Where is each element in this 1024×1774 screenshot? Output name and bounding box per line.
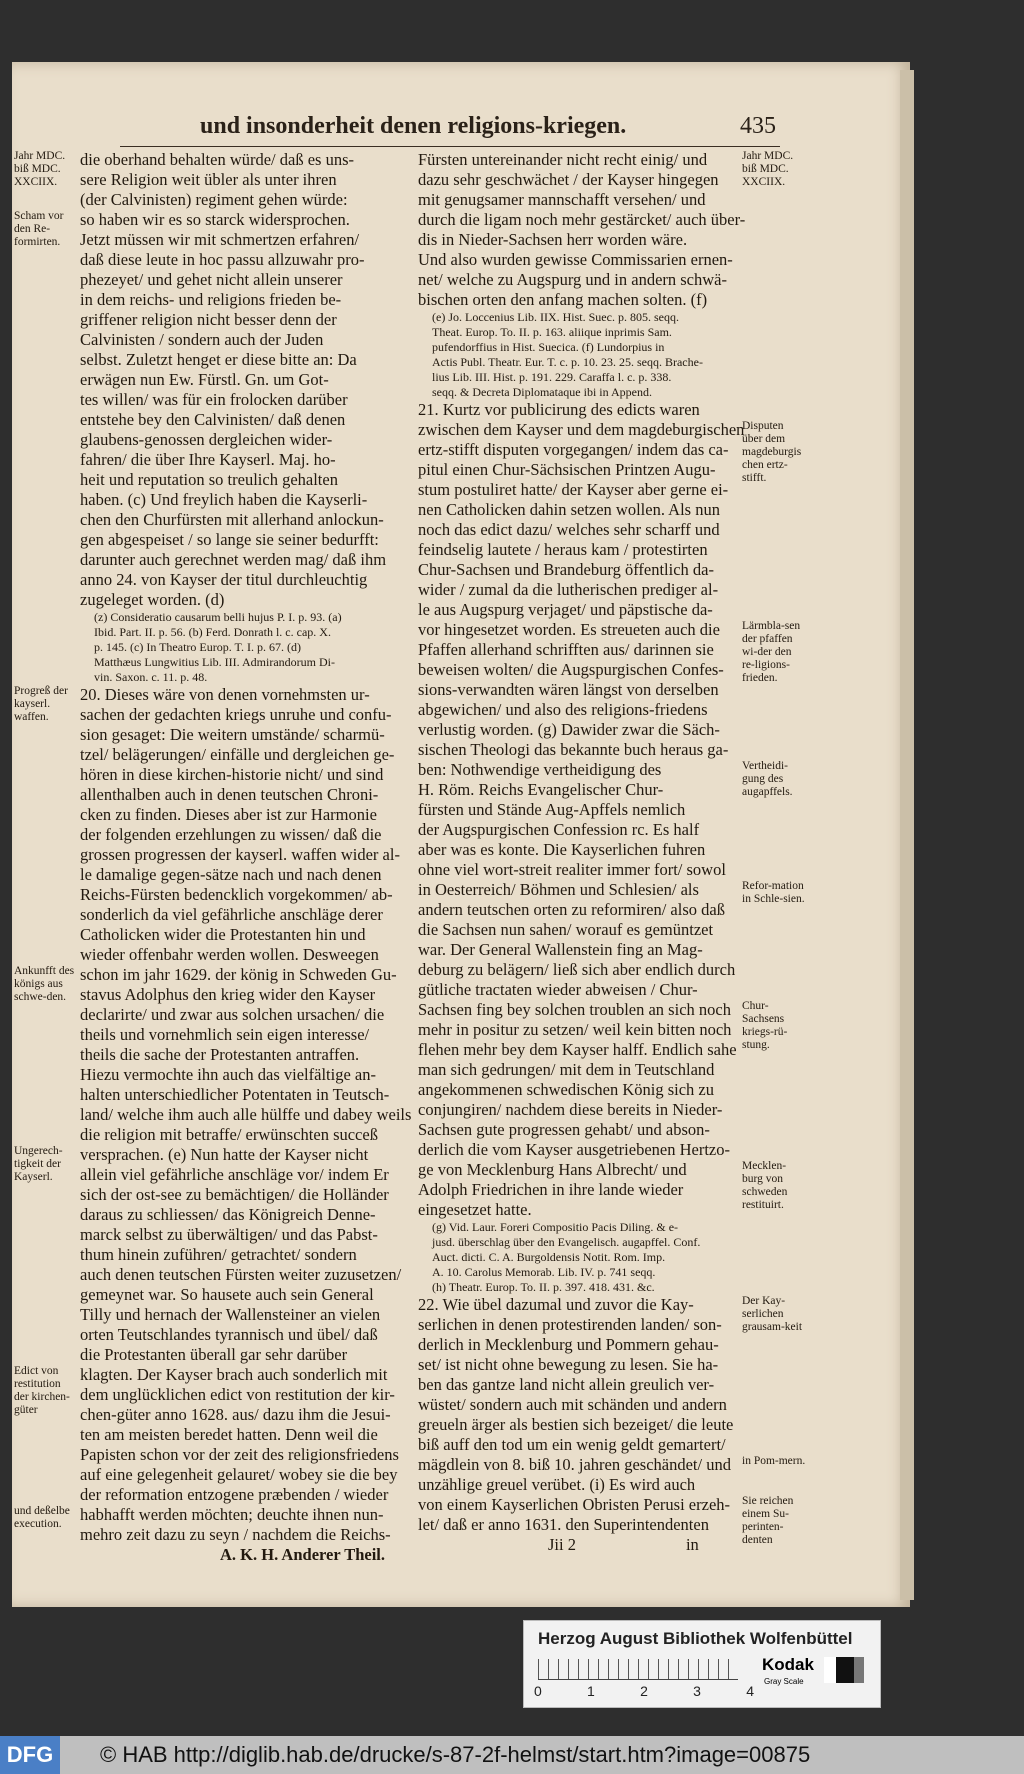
text-line: grossen progressen der kayserl. waffen wider al-	[80, 845, 400, 864]
text-line: feindselig lautete / heraus kam / protestirten	[418, 540, 708, 559]
margin-note: Scham vor den Re-formirten.	[14, 210, 64, 248]
text-line: der reformation entzogene præbenden / wieder	[80, 1485, 389, 1504]
text-line: Calvinisten / sondern auch der Juden	[80, 330, 324, 349]
text-line: sischen Theologi das bekannte buch heraus ga-	[418, 740, 729, 759]
text-line: aber was es konte. Die Kayserlichen fuhren	[418, 840, 706, 859]
margin-note: und deßelbe execution.	[14, 1505, 70, 1530]
footnote-line: vin. Saxon. c. 11. p. 48.	[94, 670, 208, 684]
text-line: let/ daß er anno 1631. den Superintendenten	[418, 1515, 709, 1534]
right-column	[418, 150, 746, 1555]
text-line: entstehe bey den Calvinisten/ daß denen	[80, 410, 346, 429]
margin-note: Edict von restitution der kirchen-güter	[14, 1365, 70, 1416]
text-line: Hiezu vermochte ihn auch das vielfältige an-	[80, 1065, 376, 1084]
margin-note: Jahr MDC. biß MDC. XXCIIX.	[14, 150, 66, 188]
text-line: klagten. Der Kayser brach auch sonderlich mit	[80, 1365, 388, 1384]
text-line: dis in Nieder-Sachsen herr worden wäre.	[418, 230, 688, 249]
footnote-line: Ibid. Part. II. p. 56. (b) Ferd. Donrath l. c. cap. X.	[94, 625, 331, 639]
footnote-line: seqq. & Decreta Diplomataque ibi in Append.	[432, 385, 652, 399]
text-line: ertz-stifft disputen vorgegangen/ indem das ca-	[418, 440, 729, 459]
text-line: Fürsten untereinander nicht recht einig/ und	[418, 150, 708, 169]
footer-bar	[0, 1736, 1024, 1774]
text-line: daß diese leute in hoc passu allzuwahr pro-	[80, 250, 365, 269]
text-line: Pfaffen allerhand schrifften aus/ darinnen sie	[418, 640, 714, 659]
scale-number: 4	[746, 1683, 754, 1699]
text-line: anno 24. von Kayser der titul durchleuchtig	[80, 570, 368, 589]
scale-number: 0	[534, 1683, 542, 1699]
text-line: sachen der gedachten kriegs unruhe und confu-	[80, 705, 392, 724]
footnote-line: jusd. überschlag über den Evangelisch. augapffel. Conf.	[432, 1235, 701, 1249]
text-line: stavus Adolphus den krieg wider den Kayser	[80, 985, 376, 1004]
text-line: die Protestanten überall gar sehr darüber	[80, 1345, 348, 1364]
footnote-line: Matthæus Lungwitius Lib. III. Admirandorum Di-	[94, 655, 335, 669]
text-line: phezeyet/ und gehet nicht allein unserer	[80, 270, 343, 289]
text-line: declarirte/ und zwar aus solchen ursachen/ die	[80, 1005, 385, 1024]
text-line: zugeleget worden. (d)	[80, 590, 225, 609]
text-line: theils die sache der Protestanten antraffen.	[80, 1045, 360, 1064]
header-rule	[120, 146, 780, 147]
text-line: sere Religion weit übler als unter ihren	[80, 170, 337, 189]
text-line: die religion mit betraffe/ erwünschten succeß	[80, 1125, 378, 1144]
text-line: le aus Augspurg verjaget/ und päpstische da-	[418, 600, 713, 619]
text-line: thum hinein zuführen/ getrachtet/ sondern	[80, 1245, 357, 1264]
text-line: derlich in Mecklenburg und Pommern gehau-	[418, 1335, 719, 1354]
text-line: man sich gedrungen/ mit dem in Teutschland	[418, 1060, 715, 1079]
signature: Jii 2	[548, 1535, 576, 1554]
text-line: schon im jahr 1629. der könig in Schweden Gu-	[80, 965, 397, 984]
text-line: eingesetzet hatte.	[418, 1200, 532, 1219]
color-calibration-card	[523, 1620, 881, 1708]
text-line: allein viel gefährliche anschläge vor/ indem Er	[80, 1165, 389, 1184]
text-line: cken zu finden. Dieses aber ist zur Harmonie	[80, 805, 377, 824]
margin-note: Progreß der kayserl. waffen.	[14, 685, 68, 723]
text-line: orten Teutschlandes tyrannisch und übel/ daß	[80, 1325, 378, 1344]
text-line: bischen orten den anfang machen solten. (f)	[418, 290, 708, 309]
footnote-line: Auct. dicti. C. A. Burgoldensis Notit. Rom. Imp.	[432, 1250, 666, 1264]
text-line: Adolph Friedrichen in ihre lande wieder	[418, 1180, 684, 1199]
text-line: conjungiren/ nachdem diese bereits in Nieder-	[418, 1100, 723, 1119]
footnote-line: p. 145. (c) In Theatro Europ. T. I. p. 67. (d)	[94, 640, 301, 654]
text-line: ge von Mecklenburg Hans Albrecht/ und	[418, 1160, 687, 1179]
dfg-logo: DFG	[0, 1736, 60, 1774]
text-line: le damalige gegen-sätze nach und nach denen	[80, 865, 382, 884]
margin-note: in Pom-mern.	[742, 1455, 806, 1467]
text-line: die Sachsen nun sahen/ worauf es gemüntzet	[418, 920, 714, 939]
margin-note: Ankunfft des königs aus schwe-den.	[14, 965, 75, 1003]
text-line: daraus zu schliessen/ das Königreich Denne-	[80, 1205, 376, 1224]
text-line: darunter auch gerechnet werden mag/ daß ihm	[80, 550, 387, 569]
text-line: stum postuliret hatte/ der Kayser aber gerne ei-	[418, 480, 729, 499]
text-line: versprachen. (e) Nun hatte der Kayser nicht	[80, 1145, 369, 1164]
text-line: gütliche tractaten wieder abweisen / Chur-	[418, 980, 698, 999]
left-column	[80, 150, 412, 1565]
kodak-logo: Kodak	[762, 1655, 814, 1674]
text-line: ben das gantze land nicht allein greulich ver-	[418, 1375, 715, 1394]
text-line: habhafft werden möchten; deuchte ihnen nun-	[80, 1505, 384, 1524]
text-line: griffener religion nicht besser denn der	[80, 310, 337, 329]
text-line: tzel/ belägerungen/ einfälle und dergleichen ge-	[80, 745, 395, 764]
margin-note: Lärmbla-sen der pfaffen wi-der den re-ligions-frieden.	[742, 620, 801, 684]
text-line: flehen mehr bey dem Kayser halff. Endlich sahe	[418, 1040, 737, 1059]
running-head: und insonderheit denen religions-kriegen.	[200, 113, 627, 139]
text-line: sion gesaget: Die weitern umstände/ scharmü-	[80, 725, 385, 744]
text-line: auch denen teutschen Fürsten weiter zuzusetzen/	[80, 1265, 402, 1284]
text-line: Jetzt müssen wir mit schmertzen erfahren/	[80, 230, 360, 249]
text-line: zwischen dem Kayser und dem magdeburgischen	[418, 420, 745, 439]
text-line: in Oesterreich/ Böhmen und Schlesien/ als	[418, 880, 699, 899]
margin-note: Disputen über dem magdeburgischen ertz-stifft.	[742, 420, 802, 484]
text-line: Und also wurden gewisse Commissarien ernen-	[418, 250, 733, 269]
scale-number: 1	[587, 1683, 595, 1699]
text-line: hören in diese kirchen-historie nicht/ und sind	[80, 765, 384, 784]
text-line: 22. Wie übel dazumal und zuvor die Kay-	[418, 1295, 694, 1314]
text-line: war. Der General Wallenstein fing an Mag-	[418, 940, 703, 959]
text-line: glaubens-genossen dergleichen wider-	[80, 430, 333, 449]
text-line: beweisen wolten/ die Augspurgischen Confes-	[418, 660, 724, 679]
text-line: 21. Kurtz vor publicirung des edicts waren	[418, 400, 700, 419]
text-line: serlichen in denen protestirenden landen/ son-	[418, 1315, 722, 1334]
text-line: sonderlich da viel gefährliche anschläge derer	[80, 905, 383, 924]
margin-note: Ungerech-tigkeit der Kayserl.	[14, 1145, 63, 1183]
text-line: chen-güter anno 1628. aus/ dazu ihm die Jesui-	[80, 1405, 391, 1424]
footnote-line: lius Lib. III. Hist. p. 191. 229. Caraffa l. c. p. 338.	[432, 370, 672, 384]
text-line: greueln ärger als bestien sich bezeiget/ die leute	[418, 1415, 734, 1434]
text-line: Tilly und hernach der Wallensteiner an vielen	[80, 1305, 381, 1324]
text-line: nen Catholicken dahin setzen wollen. Als nun	[418, 500, 720, 519]
text-line: net/ welche zu Augspurg und in andern schwä-	[418, 270, 727, 289]
text-line: derlich die vom Kayser ausgetriebenen Hertzo-	[418, 1140, 730, 1159]
text-line: so haben wir es so starck widersprochen.	[80, 210, 350, 229]
footnote-line: (z) Consideratio causarum belli hujus P. I. p. 93. (a)	[94, 610, 342, 624]
text-line: fürsten und Stände Aug-Apffels nemlich	[418, 800, 686, 819]
text-line: sions-verwandten wären längst von derselben	[418, 680, 719, 699]
footnote-line: (e) Jo. Loccenius Lib. IIX. Hist. Suec. p. 805. seqq.	[432, 310, 679, 324]
text-line: in dem reichs- und religions frieden be-	[80, 290, 342, 309]
text-line: gen abgespeiset / so lange sie seiner bedurfft:	[80, 530, 379, 549]
footnote-line: (h) Theatr. Europ. To. II. p. 397. 418. 431. &c.	[432, 1280, 655, 1294]
text-line: vor hingesetzet worden. Es streueten auch die	[418, 620, 720, 639]
text-line: Sachsen fing bey solchen troublen an sich noch	[418, 1000, 731, 1019]
scale-number: 2	[640, 1683, 648, 1699]
footnote-line: Theat. Europ. To. II. p. 163. aliique inprimis Sam.	[432, 325, 672, 339]
text-line: H. Röm. Reichs Evangelischer Chur-	[418, 780, 664, 799]
text-line: land/ welche ihm auch alle hülffe und dabey weils	[80, 1105, 412, 1124]
text-line: heit und reputation so treulich gehalten	[80, 470, 338, 489]
text-line: erwägen nun Ew. Fürstl. Gn. um Got-	[80, 370, 329, 389]
text-line: theils und vornehmlich sein eigen interesse/	[80, 1025, 370, 1044]
text-line: Reichs-Fürsten bedencklich vorgekommen/ ab-	[80, 885, 393, 904]
text-line: wider / zumal da die lutherischen prediger al-	[418, 580, 719, 599]
text-line: noch das edict dazu/ welches sehr scharff und	[418, 520, 720, 539]
text-line: der folgenden erzehlungen zu wissen/ daß die	[80, 825, 382, 844]
text-line: dazu sehr geschwächet / der Kayser hingegen	[418, 170, 719, 189]
text-line: biß auff den tod um ein wenig geldt gemartert/	[418, 1435, 726, 1454]
text-line: tes willen/ was für ein frolocken darüber	[80, 390, 348, 409]
text-line: wüstet/ sondern auch mit schänden und andern	[418, 1395, 727, 1414]
footnote-line: (g) Vid. Laur. Foreri Compositio Pacis Diling. & e-	[432, 1220, 679, 1234]
text-line: 20. Dieses wäre von denen vornehmsten ur-	[80, 685, 370, 704]
footnote-line: pufendorffius in Hist. Suecica. (f) Lundorpius in	[432, 340, 665, 354]
text-line: allenthalben auch in denen teutschen Chroni-	[80, 785, 379, 804]
text-line: (der Calvinisten) regiment gehen würde:	[80, 190, 348, 209]
margin-note: Mecklen-burg von schweden restituirt.	[742, 1160, 788, 1211]
text-line: angekommenen schwedischen König sich zu	[418, 1080, 715, 1099]
text-line: marck selbst zu überwältigen/ und das Pabst-	[80, 1225, 378, 1244]
text-line: mägdlein von 8. biß 10. jahren geschändet/ und	[418, 1455, 731, 1474]
margin-note: Jahr MDC. biß MDC. XXCIIX.	[742, 150, 794, 188]
text-line: Chur-Sachsen und Brandeburg öffentlich da-	[418, 560, 714, 579]
text-line: auf eine gelegenheit gelauret/ wobey sie die bey	[80, 1465, 398, 1484]
text-line: andern teutschen orten zu reformiren/ also daß	[418, 900, 725, 919]
margin-note: Chur-Sachsens kriegs-rü-stung.	[742, 1000, 788, 1051]
scale-numbers	[534, 1683, 754, 1699]
page-number: 435	[740, 113, 776, 139]
footnote-line: Actis Publ. Theatr. Eur. T. c. p. 10. 23. 25. seqq. Brache-	[432, 355, 703, 369]
text-line: chen den Churfürsten mit allerhand anlockun-	[80, 510, 384, 529]
text-line: unzählige greuel verübet. (i) Es wird auch	[418, 1475, 696, 1494]
text-line: verlustig worden. (g) Dawider zwar die Säch-	[418, 720, 720, 739]
text-line: wieder offenbahr werden wollen. Desweegen	[80, 945, 379, 964]
text-line: abgewichen/ und also des religions-friedens	[418, 700, 708, 719]
margin-note: Sie reichen einem Su-perinten-denten	[742, 1495, 794, 1546]
text-line: ten am meisten beredet hatten. Denn weil die	[80, 1425, 378, 1444]
text-line: set/ ist nicht ohne bewegung zu lesen. Sie ha-	[418, 1355, 719, 1374]
page-foot	[418, 1535, 738, 1555]
text-line: pitul einen Chur-Sächsischen Printzen Augu-	[418, 460, 716, 479]
signature-mark: A. K. H. Anderer Theil.	[220, 1545, 386, 1564]
scale-number: 3	[693, 1683, 701, 1699]
margin-note: Der Kay-serlichen grausam-keit	[742, 1295, 803, 1333]
text-line: der Augspurgischen Confession rc. Es half	[418, 820, 700, 839]
text-line: Catholicken wider die Protestanten hin und	[80, 925, 366, 944]
margin-note: Refor-mation in Schle-sien.	[742, 880, 805, 905]
text-line: ohne viel wort-streit realiter immer fort/ sowol	[418, 860, 726, 879]
text-line: deburg zu belägern/ ließ sich aber endlich durch	[418, 960, 736, 979]
text-line: Papisten schon vor der zeit des religionsfriedens	[80, 1445, 399, 1464]
text-line: fahren/ die über Ihre Kayserl. Maj. ho-	[80, 450, 336, 469]
gray-scale-label: Gray Scale	[764, 1677, 804, 1686]
text-line: haben. (c) Und freylich haben die Kayserli-	[80, 490, 368, 509]
text-line: selbst. Zuletzt henget er diese bitte an: Da	[80, 350, 357, 369]
text-line: dem unglücklichen edict von restitution der kir-	[80, 1385, 395, 1404]
text-line: Sachsen gute progressen gehabt/ und abson-	[418, 1120, 710, 1139]
text-line: die oberhand behalten würde/ daß es uns-	[80, 150, 354, 169]
catchword: in	[685, 1535, 699, 1554]
page-edge	[900, 70, 914, 1600]
institution-name: Herzog August Bibliothek Wolfenbüttel	[538, 1629, 853, 1648]
footnote-line: A. 10. Carolus Memorab. Lib. IV. p. 741 seqq.	[432, 1265, 656, 1279]
gray-patch	[824, 1657, 864, 1683]
text-line: mehro zeit dazu zu seyn / nachdem die Reichs-	[80, 1525, 391, 1544]
text-line: gemeynet war. So hausete auch sein General	[80, 1285, 374, 1304]
text-line: durch die ligam noch mehr gestärcket/ auch über-	[418, 210, 746, 229]
ruler-scale	[538, 1659, 738, 1680]
text-line: ben: Nothwendige vertheidigung des	[418, 760, 662, 779]
text-line: mehr in positur zu setzen/ weil kein bitten noch	[418, 1020, 732, 1039]
margin-note: Vertheidi-gung des augapffels.	[742, 760, 793, 798]
text-line: von einem Kayserlichen Obristen Perusi erzeh-	[418, 1495, 731, 1514]
text-line: mit genugsamer mannschafft versehen/ und	[418, 190, 706, 209]
copyright-link[interactable]: © HAB http://diglib.hab.de/drucke/s-87-2f-helmst/start.htm?image=00875	[100, 1742, 811, 1767]
text-line: halten unterschiedlicher Potentaten in Teutsch-	[80, 1085, 390, 1104]
text-line: sich der ost-see zu bemächtigen/ die Holländer	[80, 1185, 389, 1204]
